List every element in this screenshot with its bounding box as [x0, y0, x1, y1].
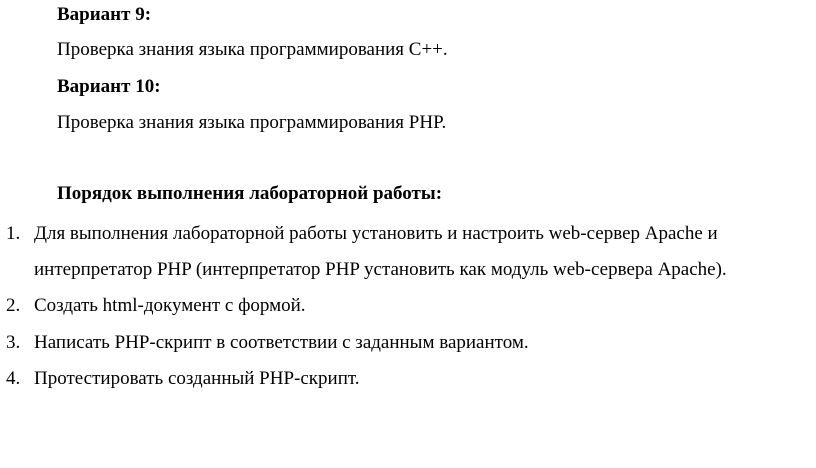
list-item-text: Создать html-документ с формой.	[34, 295, 306, 316]
list-item-number: 4.	[6, 368, 21, 389]
list-item-text: Для выполнения лабораторной работы установить и настроить web-сервер Apache и	[34, 223, 718, 244]
variant-10-heading: Вариант 10:	[57, 76, 161, 97]
list-item-text: Протестировать созданный PHP-скрипт.	[34, 368, 360, 389]
list-item-number: 3.	[6, 332, 21, 353]
variant-9-text: Проверка знания языка программирования С++.	[57, 39, 448, 60]
list-item-number: 1.	[6, 223, 21, 244]
procedure-heading: Порядок выполнения лабораторной работы:	[57, 183, 443, 204]
list-item-number: 2.	[6, 295, 21, 316]
variant-9-heading: Вариант 9:	[57, 4, 152, 25]
list-item-text-continuation: интерпретатор PHP (интерпретатор PHP установить как модуль web-сервера Apache).	[34, 259, 727, 280]
variant-10-text: Проверка знания языка программирования PHP.	[57, 112, 447, 133]
list-item-text: Написать PHP-скрипт в соответствии с заданным вариантом.	[34, 332, 529, 353]
